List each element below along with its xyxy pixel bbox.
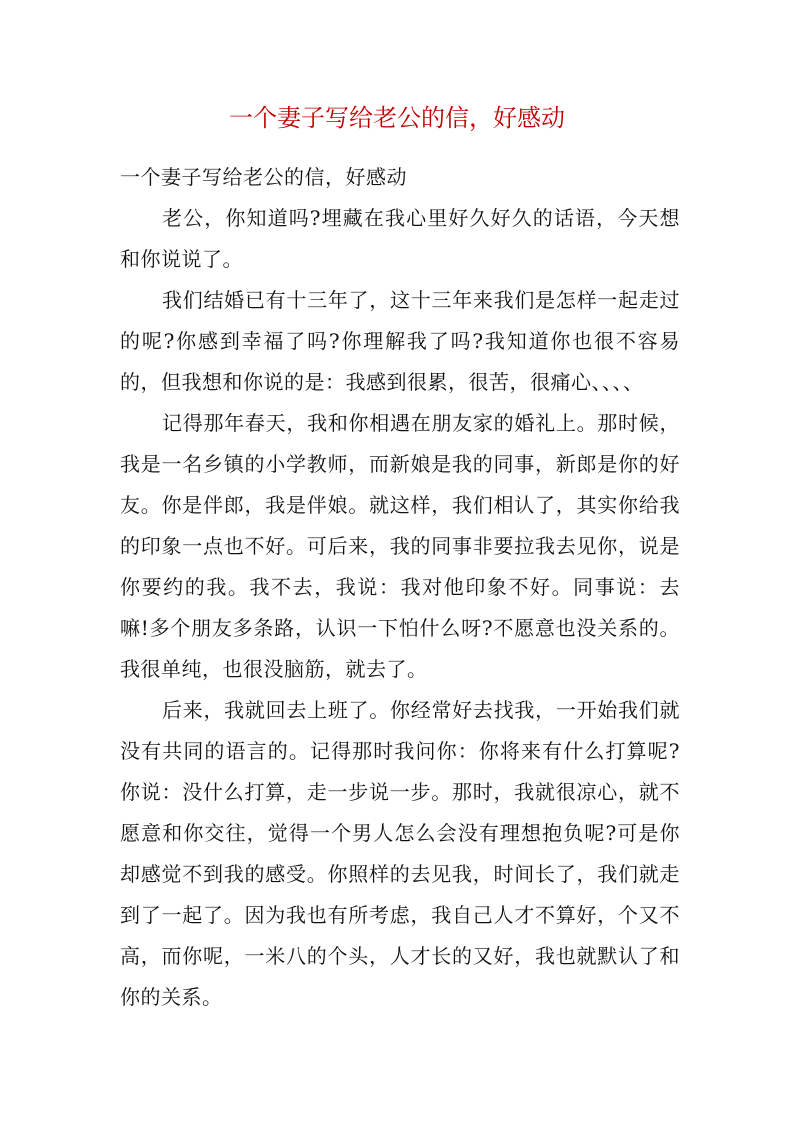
document-body — [120, 157, 680, 1018]
paragraph: 老公，你知道吗?埋藏在我心里好久好久的话语，今天想和你说说了。 — [120, 206, 680, 271]
paragraph: 我们结婚已有十三年了，这十三年来我们是怎样一起走过的呢?你感到幸福了吗?你理解我了吗?我知道你也很不容易的，但我想和你说的是：我感到很累，很苦，很痛心、、、、 — [120, 288, 680, 394]
document-subtitle: 一个妻子写给老公的信，好感动 — [120, 165, 407, 189]
document-title: 一个妻子写给老公的信，好感动 — [229, 104, 565, 132]
paragraph: 记得那年春天，我和你相遇在朋友家的婚礼上。那时候，我是一名乡镇的小学教师，而新娘是我的同事，新郎是你的好友。你是伴郎，我是伴娘。就这样，我们相认了，其实你给我的印象一点也不好。可后来，我的同事非要拉我去见你，说是你要约的我。我不去，我说：我对他印象不好。同事说：去嘛!多个朋友多条路，认识一下怕什么呀?不愿意也没关系的。我很单纯，也很没脑筋，就去了。 — [120, 411, 680, 681]
paragraph: 后来，我就回去上班了。你经常好去找我，一开始我们就没有共同的语言的。记得那时我问你：你将来有什么打算呢?你说：没什么打算，走一步说一步。那时，我就很凉心，就不愿意和你交往，觉得一个男人怎么会没有理想抱负呢?可是你却感觉不到我的感受。你照样的去见我，时间长了，我们就走到了一起了。因为我也有所考虑，我自己人才不算好，个又不高，而你呢，一米八的个头，人才长的又好，我也就默认了和你的关系。 — [120, 698, 680, 1009]
